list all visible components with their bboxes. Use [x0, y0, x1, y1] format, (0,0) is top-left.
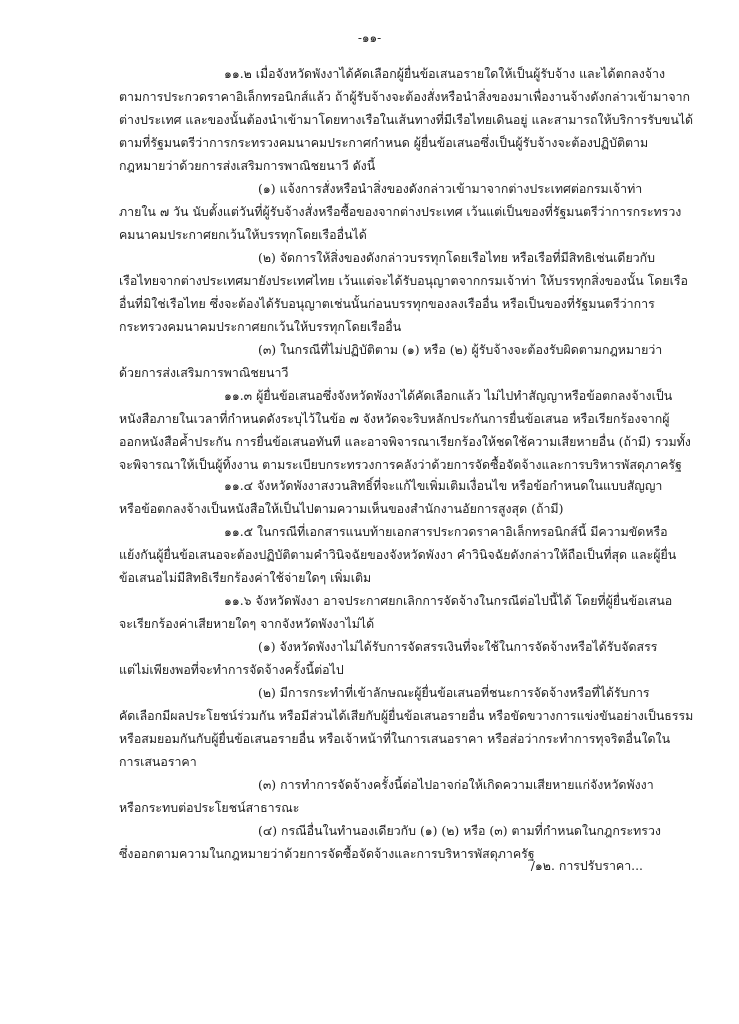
text-line: อื่นที่มิใช่เรือไทย ซึ่งจะต้องได้รับอนุญาตเช่นนั้นก่อนบรรทุกของลงเรืออื่น หรือเป็นของที่รัฐมนตรีว่าการ [119, 296, 655, 311]
text-line: (๑) จังหวัดพังงาไม่ได้รับการจัดสรรเงินที่จะใช้ในการจัดจ้างหรือได้รับจัดสรร [258, 639, 658, 654]
text-line: แย้งกันผู้ยื่นข้อเสนอจะต้องปฏิบัติตามคำวินิจฉัยของจังหวัดพังงา คำวินิจฉัยดังกล่าวให้ถือเป็นที่สุด และผู้ยื่น [119, 547, 677, 562]
text-line: ข้อเสนอไม่มีสิทธิเรียกร้องค่าใช้จ่ายใดๆ เพิ่มเติม [119, 570, 372, 585]
text-line: แต่ไม่เพียงพอที่จะทำการจัดจ้างครั้งนี้ต่อไป [119, 662, 344, 677]
text-line: ตามที่รัฐมนตรีว่าการกระทรวงคมนาคมประกาศกำหนด ผู้ยื่นข้อเสนอซึ่งเป็นผู้รับจ้างจะต้องปฏิบัติตาม [119, 135, 649, 150]
text-line: ๑๑.๕ ในกรณีที่เอกสารแนบท้ายเอกสารประกวดราคาอิเล็กทรอนิกส์นี้ มีความขัดหรือ [224, 524, 668, 539]
text-line: หรือสมยอมกันกับผู้ยื่นข้อเสนอรายอื่น หรือเจ้าหน้าที่ในการเสนอราคา หรือส่อว่ากระทำการทุจริตอื่นใดใน [119, 731, 671, 746]
text-line: (๓) ในกรณีที่ไม่ปฏิบัติตาม (๑) หรือ (๒) ผู้รับจ้างจะต้องรับผิดตามกฎหมายว่า [258, 342, 663, 357]
text-line: (๓) การทำการจัดจ้างครั้งนี้ต่อไปอาจก่อให้เกิดความเสียหายแก่จังหวัดพังงา [258, 777, 654, 792]
text-line: กฎหมายว่าด้วยการส่งเสริมการพาณิชยนาวี ดังนี้ [119, 158, 376, 173]
text-line: ออกหนังสือค้ำประกัน การยื่นข้อเสนอทันที และอาจพิจารณาเรียกร้องให้ชดใช้ความเสียหายอื่น (ถ้ามี) รวมทั้ง [119, 434, 691, 449]
text-line: จะพิจารณาให้เป็นผู้ทิ้งงาน ตามระเบียบกระทรวงการคลังว่าด้วยการจัดซื้อจัดจ้างและการบริหารพัสดุภาครัฐ [119, 457, 682, 472]
text-line: (๔) กรณีอื่นในทำนองเดียวกับ (๑) (๒) หรือ (๓) ตามที่กำหนดในกฎกระทรวง [258, 823, 661, 838]
text-line: จะเรียกร้องค่าเสียหายใดๆ จากจังหวัดพังงาไม่ได้ [119, 616, 375, 631]
text-line: (๒) จัดการให้สิ่งของดังกล่าวบรรทุกโดยเรือไทย หรือเรือที่มีสิทธิเช่นเดียวกับ [258, 250, 656, 265]
text-line: การเสนอราคา [119, 754, 197, 769]
text-line: ๑๑.๖ จังหวัดพังงา อาจประกาศยกเลิกการจัดจ้างในกรณีต่อไปนี้ได้ โดยที่ผู้ยื่นข้อเสนอ [224, 593, 673, 608]
text-line: (๑) แจ้งการสั่งหรือนำสิ่งของดังกล่าวเข้ามาจากต่างประเทศต่อกรมเจ้าท่า [258, 181, 643, 196]
text-line: ๑๑.๓ ผู้ยื่นข้อเสนอซึ่งจังหวัดพังงาได้คัดเลือกแล้ว ไม่ไปทำสัญญาหรือข้อตกลงจ้างเป็น [224, 388, 673, 403]
text-line: คมนาคมประกาศยกเว้นให้บรรทุกโดยเรืออื่นได้ [119, 227, 367, 242]
text-line: ด้วยการส่งเสริมการพาณิชยนาวี [119, 365, 289, 380]
text-line: ๑๑.๔ จังหวัดพังงาสงวนสิทธิ์ที่จะแก้ไขเพิ่มเติมเงื่อนไข หรือข้อกำหนดในแบบสัญญา [224, 478, 663, 493]
text-line: หนังสือภายในเวลาที่กำหนดดังระบุไว้ในข้อ ๗ จังหวัดจะริบหลักประกันการยื่นข้อเสนอ หรือเรียกร้องจากผู้ [119, 411, 670, 426]
text-line: หรือข้อตกลงจ้างเป็นหนังสือให้เป็นไปตามความเห็นของสำนักงานอัยการสูงสุด (ถ้ามี) [119, 501, 564, 516]
text-line: ๑๑.๒ เมื่อจังหวัดพังงาได้คัดเลือกผู้ยื่นข้อเสนอรายใดให้เป็นผู้รับจ้าง และได้ตกลงจ้าง [224, 66, 666, 81]
text-line: ตามการประกวดราคาอิเล็กทรอนิกส์แล้ว ถ้าผู้รับจ้างจะต้องสั่งหรือนำสิ่งของมาเพื่องานจ้างดังกล่าวเข้ามาจาก [119, 89, 691, 104]
text-line: หรือกระทบต่อประโยชน์สาธารณะ [119, 800, 300, 815]
text-line: กระทรวงคมนาคมประกาศยกเว้นให้บรรทุกโดยเรืออื่น [119, 319, 402, 334]
text-line: ภายใน ๗ วัน นับตั้งแต่วันที่ผู้รับจ้างสั่งหรือซื้อของจากต่างประเทศ เว้นแต่เป็นของที่รัฐมนตรีว่าการกระทรวง [119, 204, 682, 219]
page-number: -๑๑- [357, 31, 382, 45]
text-line: (๒) มีการกระทำที่เข้าลักษณะผู้ยื่นข้อเสนอที่ชนะการจัดจ้างหรือที่ได้รับการ [258, 685, 650, 700]
text-line: ต่างประเทศ และของนั้นต้องนำเข้ามาโดยทางเรือในเส้นทางที่มีเรือไทยเดินอยู่ และสามารถให้บริการรับขนได้ [119, 112, 694, 127]
text-line: ซึ่งออกตามความในกฎหมายว่าด้วยการจัดซื้อจัดจ้างและการบริหารพัสดุภาครัฐ [119, 846, 535, 861]
text-line: เรือไทยจากต่างประเทศมายังประเทศไทย เว้นแต่จะได้รับอนุญาตจากกรมเจ้าท่า ให้บรรทุกสิ่งของนั้น โดยเรือ [119, 273, 688, 288]
text-line: คัดเลือกมีผลประโยชน์ร่วมกัน หรือมีส่วนได้เสียกับผู้ยื่นข้อเสนอรายอื่น หรือขัดขวางการแข่งขันอย่างเป็นธรรม [119, 708, 694, 723]
continuation-note: /๑๒. การปรับราคา... [530, 858, 643, 873]
